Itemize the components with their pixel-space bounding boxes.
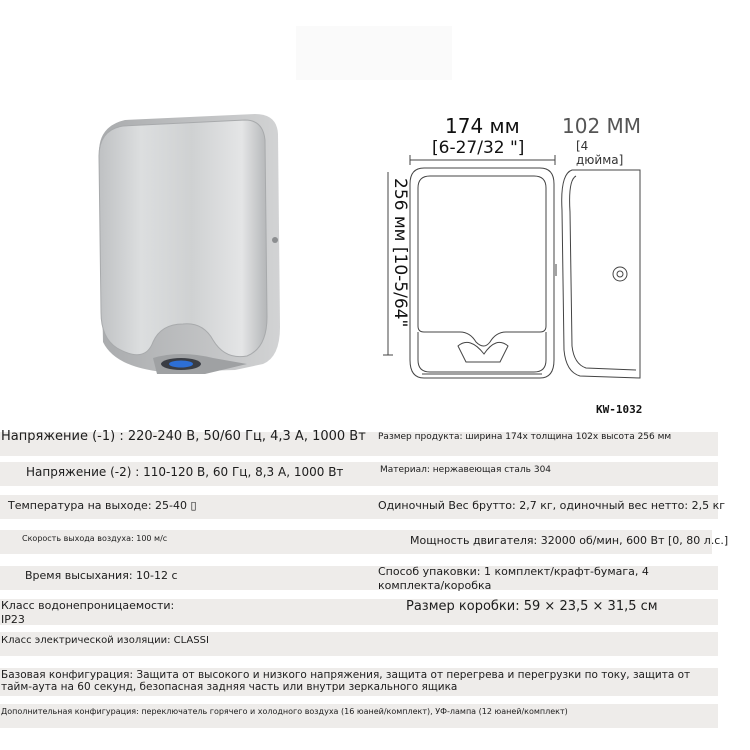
spec-air-speed: Скорость выхода воздуха: 100 м/с: [22, 534, 168, 543]
spec-insulation: Класс электрической изоляции: CLASSI: [1, 635, 209, 646]
spec-voltage-2: Напряжение (-2) : 110-120 В, 60 Гц, 8,3 А, 1000 Вт: [26, 465, 344, 479]
spec-temperature: Температура на выходе: 25-40 ▯: [8, 499, 197, 512]
hand-dryer-photo: [95, 112, 295, 382]
dimension-drawing: [380, 150, 650, 390]
top-placeholder-bar: [296, 26, 452, 80]
spec-motor: Мощность двигателя: 32000 об/мин, 600 Вт [0, 80 л.с.]: [410, 534, 729, 547]
depth-inch-label-1: [4: [576, 139, 589, 153]
spec-packing: Способ упаковки: 1 комплект/крафт-бумага, 4 комплекта/коробка: [378, 565, 649, 592]
spec-basic-config: Базовая конфигурация: Защита от высокого и низкого напряжения, защита от перегрева и перегрузки по току, защита от тайм-аута на 60 секунд, безопасная задняя часть или внутри зеркального ящика: [1, 669, 691, 693]
spec-drying-time: Время высыхания: 10-12 с: [25, 569, 178, 582]
height-dimension-label: 256 мм [10-5/64": [390, 178, 410, 328]
width-inch-label: [6-27/32 "]: [432, 138, 525, 158]
spec-material: Материал: нержавеющая сталь 304: [380, 465, 552, 475]
spec-voltage-1: Напряжение (-1) : 220-240 В, 50/60 Гц, 4,3 А, 1000 Вт: [1, 429, 366, 444]
depth-inch-label-2: дюйма]: [576, 153, 624, 167]
model-number: KW-1032: [596, 403, 643, 416]
spec-box-size: Размер коробки: 59 × 23,5 × 31,5 см: [406, 599, 658, 614]
spec-waterproof: Класс водонепроницаемости: IP23: [1, 599, 175, 626]
spec-product-size: Размер продукта: ширина 174х толщина 102х высота 256 мм: [378, 432, 672, 442]
spec-weight: Одиночный Вес брутто: 2,7 кг, одиночный вес нетто: 2,5 кг: [378, 499, 725, 512]
width-dimension-label: 174 мм: [445, 114, 520, 138]
spec-extra-config: Дополнительная конфигурация: переключатель горячего и холодного воздуха (16 юаней/комплект), УФ-лампа (12 юаней/комплект): [1, 707, 568, 716]
depth-dimension-label: 102 ММ: [562, 114, 642, 138]
